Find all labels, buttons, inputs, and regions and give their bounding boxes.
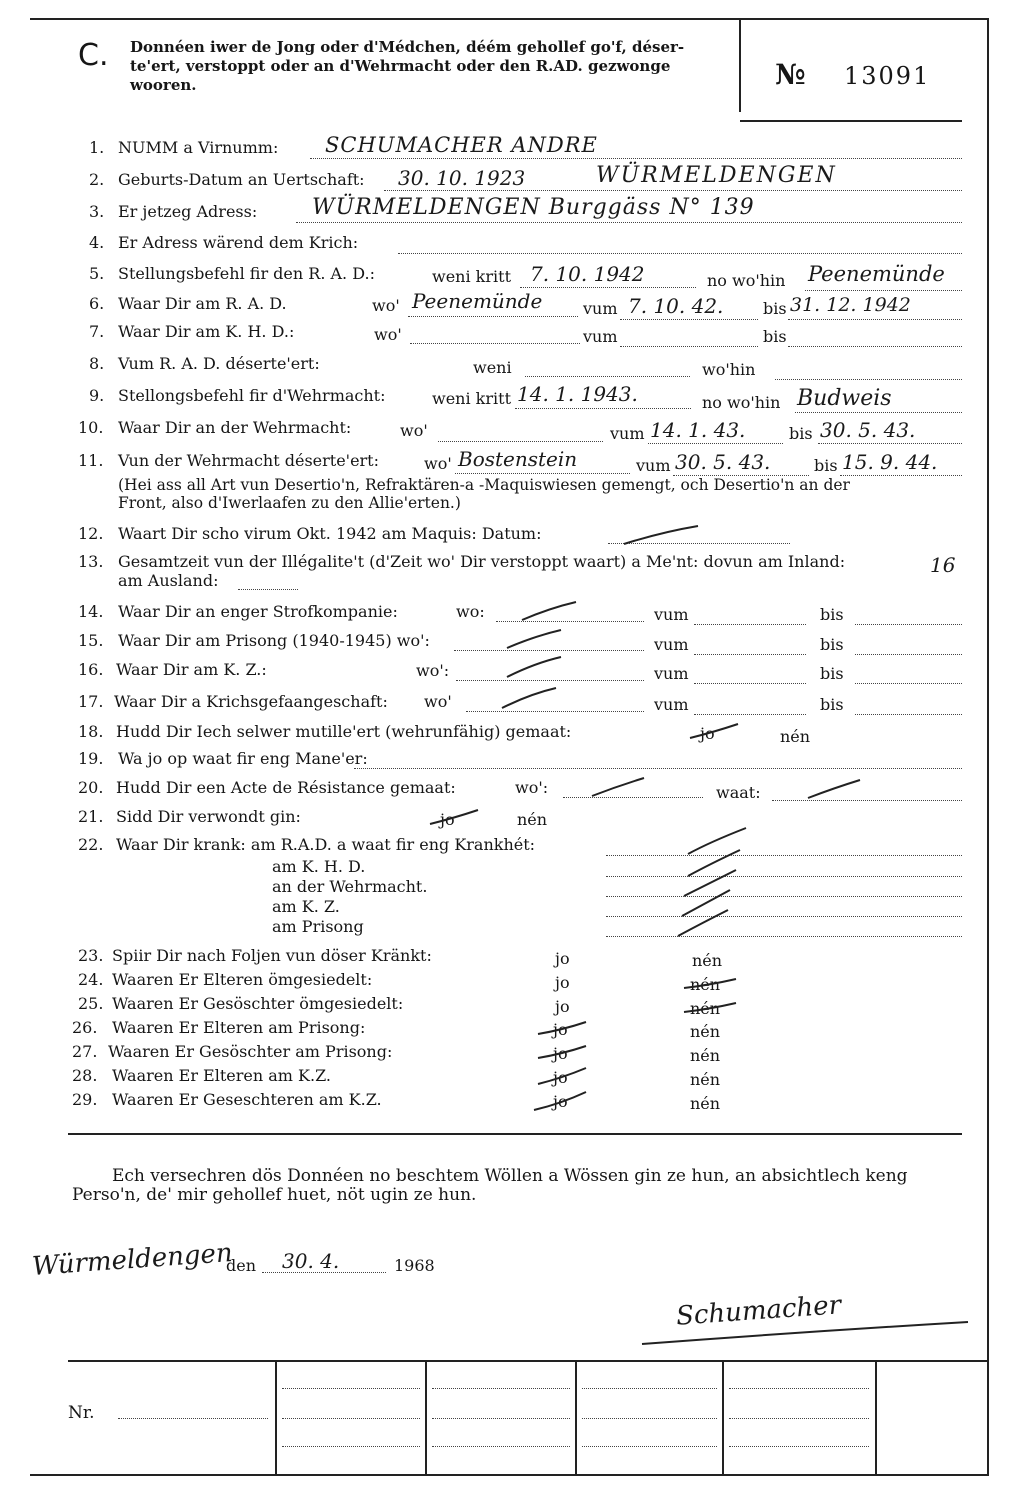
- footer-cell-2c: [432, 1446, 570, 1447]
- row13-inland-value: 16: [930, 553, 956, 577]
- row25-nen-strike: [682, 999, 738, 1015]
- footer-col-5: [875, 1360, 877, 1474]
- row14-wo: wo:: [456, 602, 485, 621]
- row14-bis: bis: [820, 605, 844, 624]
- signature-underline: [640, 1318, 970, 1348]
- row10-to-dots: [818, 443, 962, 444]
- row13-label: Gesamtzeit vun der Illégalite't (d'Zeit wo' Dir verstoppt waart) a Me'nt: dovun am Inland:: [118, 552, 846, 571]
- row11-place-dots: [455, 473, 630, 474]
- row2-date: 30. 10. 1923: [398, 166, 526, 190]
- row15-to-dots: [855, 654, 962, 655]
- row8-wohin-dots: [775, 379, 962, 380]
- declaration-separator: [68, 1133, 962, 1135]
- header-divider: [739, 20, 741, 112]
- row7-to-dots: [788, 346, 962, 347]
- row10-vum: vum: [610, 424, 645, 443]
- row11-note-line1: (Hei ass all Art vun Desertio'n, Refraktären-a -Maquiswiesen gemengt, och Desertio'n an der: [118, 476, 850, 494]
- row2-label: Geburts-Datum an Uertschaft:: [118, 170, 365, 189]
- row15-vum: vum: [654, 635, 689, 654]
- row22-sub1: am K. H. D.: [272, 857, 366, 876]
- footer-col-1: [275, 1360, 277, 1474]
- row17-strike-mark: [500, 686, 560, 712]
- row21-jo-strike: [428, 808, 480, 828]
- row20-waat-dots: [772, 800, 962, 801]
- signature-year: 1968: [394, 1256, 435, 1275]
- row26-label: Waaren Er Elteren am Prisong:: [112, 1018, 366, 1037]
- row17-from-dots: [694, 714, 806, 715]
- row8-weni-dots: [525, 376, 690, 377]
- row21-label: Sidd Dir verwondt gin:: [116, 807, 301, 826]
- row18-nen: nén: [780, 727, 811, 746]
- row5-date: 7. 10. 1942: [530, 262, 645, 286]
- row14-vum: vum: [654, 605, 689, 624]
- row20-waat: waat:: [716, 783, 761, 802]
- row9-label: Stellongsbefehl fir d'Wehrmacht:: [118, 386, 386, 405]
- row7-place-dots: [410, 343, 580, 344]
- row10-from: 14. 1. 43.: [650, 418, 746, 442]
- signature-date: 30. 4.: [282, 1249, 340, 1273]
- row9-weni: weni kritt: [432, 389, 511, 408]
- row5-label: Stellungsbefehl fir den R. A. D.:: [118, 264, 375, 283]
- row27-nen: nén: [690, 1046, 721, 1065]
- row28-num: 28.: [72, 1066, 98, 1085]
- row18-label: Hudd Dir Iech selwer mutille'ert (wehrunfähig) gemaat:: [116, 722, 572, 741]
- row7-wo: wo': [374, 325, 402, 344]
- row19-num: 19.: [78, 749, 104, 768]
- row1-dots: [310, 158, 962, 159]
- row22-dots-5: [606, 936, 962, 937]
- row23-label: Spiir Dir nach Foljen vun döser Kränkt:: [112, 946, 432, 965]
- footer-top-rule: [68, 1360, 988, 1362]
- row29-label: Waaren Er Geseschteren am K.Z.: [112, 1090, 382, 1109]
- row16-wo: wo':: [416, 661, 450, 680]
- row25-num: 25.: [78, 994, 104, 1013]
- footer-cell-3b: [582, 1418, 717, 1419]
- row24-nen-strike: [682, 975, 738, 991]
- row11-num: 11.: [78, 451, 104, 470]
- row23-nen: nén: [692, 951, 723, 970]
- row20-num: 20.: [78, 778, 104, 797]
- footer-col-4: [722, 1360, 724, 1474]
- row5-place: Peenemünde: [808, 262, 945, 286]
- row2-place: WÜRMELDENGEN: [596, 163, 837, 188]
- row29-jo: jo: [553, 1092, 568, 1111]
- row22-sub4: am Prisong: [272, 917, 364, 936]
- row5-wohin: no wo'hin: [707, 271, 786, 290]
- row18-num: 18.: [78, 722, 104, 741]
- form-number: 13091: [844, 62, 931, 90]
- row16-label: Waar Dir am K. Z.:: [116, 660, 267, 679]
- footer-nr-label: Nr.: [68, 1403, 95, 1423]
- row11-bis: bis: [814, 456, 838, 475]
- row11-note-line2: Front, also d'Iwerlaafen zu den Allie'erten.): [118, 494, 461, 512]
- row6-place: Peenemünde: [412, 289, 543, 313]
- row10-from-dots: [648, 443, 783, 444]
- row22-sub2: an der Wehrmacht.: [272, 877, 428, 896]
- frame-top: [30, 18, 988, 20]
- row7-bis: bis: [763, 327, 787, 346]
- row9-date: 14. 1. 1943.: [517, 382, 638, 406]
- signature-place: Würmeldengen: [31, 1238, 234, 1282]
- row25-label: Waaren Er Gesöschter ömgesiedelt:: [112, 994, 404, 1013]
- row11-vum: vum: [636, 456, 671, 475]
- header-title-line2: te'ert, verstoppt oder an d'Wehrmacht oder den R.AD. gezwonge: [130, 57, 671, 75]
- declaration-line2: Perso'n, de' mir gehollef huet, nöt ugin ze hun.: [72, 1185, 477, 1205]
- row15-num: 15.: [78, 631, 104, 650]
- row17-wo: wo': [424, 692, 452, 711]
- row5-place-dots: [805, 290, 962, 291]
- header-title-line3: wooren.: [130, 76, 197, 94]
- row24-num: 24.: [78, 970, 104, 989]
- row22-dots-4: [606, 916, 962, 917]
- row29-jo-strike: [532, 1088, 588, 1114]
- row13-ausland-dots: [238, 589, 298, 590]
- row25-jo: jo: [555, 997, 570, 1016]
- row23-jo: jo: [555, 949, 570, 968]
- footer-cell-3a: [582, 1388, 717, 1389]
- footer-nr-dots: [118, 1418, 268, 1419]
- frame-right: [987, 18, 989, 1476]
- footer-cell-4b: [729, 1418, 869, 1419]
- row28-label: Waaren Er Elteren am K.Z.: [112, 1066, 332, 1085]
- row1-num: 1.: [89, 138, 105, 157]
- row22-strike-marks: [670, 826, 750, 938]
- row26-num: 26.: [72, 1018, 98, 1037]
- row14-to-dots: [855, 624, 962, 625]
- row16-from-dots: [694, 683, 806, 684]
- row8-weni: weni: [473, 358, 512, 377]
- row6-bis: bis: [763, 299, 787, 318]
- row7-from-dots: [620, 346, 758, 347]
- row6-label: Waar Dir am R. A. D.: [118, 294, 287, 313]
- row28-jo: jo: [553, 1068, 568, 1087]
- row19-dots: [354, 768, 962, 769]
- footer-cell-2a: [432, 1388, 570, 1389]
- row4-label: Er Adress wärend dem Krich:: [118, 233, 359, 252]
- row6-place-dots: [408, 316, 578, 317]
- row24-label: Waaren Er Elteren ömgesiedelt:: [112, 970, 373, 989]
- row10-place-dots: [438, 441, 603, 442]
- row15-label: Waar Dir am Prisong (1940-1945) wo':: [118, 631, 430, 650]
- row27-jo-strike: [536, 1042, 588, 1062]
- row22-sub3: am K. Z.: [272, 897, 340, 916]
- row24-jo: jo: [555, 973, 570, 992]
- footer-cell-1c: [282, 1446, 420, 1447]
- row24-nen: nén: [690, 975, 721, 994]
- row14-from-dots: [694, 624, 806, 625]
- row11-from: 30. 5. 43.: [675, 450, 771, 474]
- row7-num: 7.: [89, 322, 105, 341]
- row12-num: 12.: [78, 524, 104, 543]
- row8-num: 8.: [89, 354, 105, 373]
- row6-wo: wo': [372, 296, 400, 315]
- row20-wo: wo':: [515, 778, 549, 797]
- row13-num: 13.: [78, 552, 104, 571]
- row19-label: Wa jo op waat fir eng Mane'er:: [118, 749, 368, 768]
- row11-to-dots: [840, 475, 962, 476]
- row22-label: Waar Dir krank: am R.A.D. a waat fir eng Krankhét:: [116, 835, 536, 854]
- row5-weni: weni kritt: [432, 267, 511, 286]
- row23-num: 23.: [78, 946, 104, 965]
- row4-num: 4.: [89, 233, 105, 252]
- row26-jo-strike: [536, 1018, 588, 1038]
- row22-dots-1: [606, 855, 962, 856]
- row6-from: 7. 10. 42.: [628, 294, 724, 318]
- row3-num: 3.: [89, 202, 105, 221]
- row28-nen: nén: [690, 1070, 721, 1089]
- header-rule: [740, 120, 962, 122]
- row6-to: 31. 12. 1942: [790, 294, 911, 316]
- row15-strike-mark: [505, 628, 565, 652]
- row6-vum: vum: [583, 299, 618, 318]
- row29-nen: nén: [690, 1094, 721, 1113]
- row16-strike-mark: [505, 655, 565, 681]
- row15-bis: bis: [820, 635, 844, 654]
- row27-num: 27.: [72, 1042, 98, 1061]
- footer-col-3: [575, 1360, 577, 1474]
- row20-strike-mark-1: [590, 776, 646, 798]
- row11-wo: wo': [424, 454, 452, 473]
- header-title-line1: Donnéen iwer de Jong oder d'Médchen, déém gehollef go'f, déser-: [130, 38, 685, 56]
- row5-date-dots: [520, 287, 696, 288]
- row26-nen: nén: [690, 1022, 721, 1041]
- row9-date-dots: [515, 408, 691, 409]
- row10-bis: bis: [789, 424, 813, 443]
- row12-strike-mark: [622, 524, 702, 548]
- row27-label: Waaren Er Gesöschter am Prisong:: [108, 1042, 393, 1061]
- row7-vum: vum: [583, 327, 618, 346]
- row4-dots: [398, 253, 962, 254]
- row20-strike-mark-2: [806, 778, 862, 800]
- row7-label: Waar Dir am K. H. D.:: [118, 322, 295, 341]
- row11-place: Bostenstein: [458, 447, 578, 471]
- row6-from-dots: [620, 319, 758, 320]
- row12-label: Waart Dir scho virum Okt. 1942 am Maquis: Datum:: [118, 524, 542, 543]
- row17-to-dots: [855, 714, 962, 715]
- row9-place: Budweis: [797, 386, 892, 411]
- row16-num: 16.: [78, 660, 104, 679]
- declaration-line1: Ech versechren dös Donnéen no beschtem Wöllen a Wössen gin ze hun, an absichtlech keng: [112, 1166, 908, 1186]
- footer-cell-2b: [432, 1418, 570, 1419]
- signature-den: den: [226, 1256, 257, 1275]
- row22-dots-2: [606, 876, 962, 877]
- row20-label: Hudd Dir een Acte de Résistance gemaat:: [116, 778, 456, 797]
- row29-num: 29.: [72, 1090, 98, 1109]
- row1-value: SCHUMACHER ANDRE: [325, 133, 598, 157]
- number-symbol: №: [775, 58, 806, 91]
- footer-col-2: [425, 1360, 427, 1474]
- row21-jo: jo: [440, 810, 455, 829]
- footer-cell-4a: [729, 1388, 869, 1389]
- row9-place-dots: [795, 412, 962, 413]
- row16-bis: bis: [820, 664, 844, 683]
- row22-dots-3: [606, 896, 962, 897]
- signature: Schumacher: [675, 1290, 842, 1332]
- row14-num: 14.: [78, 602, 104, 621]
- row8-wohin: wo'hin: [702, 360, 756, 379]
- row13-line2: am Ausland:: [118, 571, 219, 590]
- row5-num: 5.: [89, 264, 105, 283]
- row2-dots: [384, 190, 962, 191]
- row16-to-dots: [855, 683, 962, 684]
- footer-cell-4c: [729, 1446, 869, 1447]
- row3-label: Er jetzeg Adress:: [118, 202, 258, 221]
- row26-jo: jo: [553, 1020, 568, 1039]
- row11-label: Vun der Wehrmacht déserte'ert:: [118, 451, 379, 470]
- row22-num: 22.: [78, 835, 104, 854]
- row17-vum: vum: [654, 695, 689, 714]
- row3-value: WÜRMELDENGEN Burggäss N° 139: [312, 195, 755, 220]
- row15-from-dots: [694, 654, 806, 655]
- row3-dots: [296, 222, 962, 223]
- row10-to: 30. 5. 43.: [820, 418, 916, 442]
- row17-num: 17.: [78, 692, 104, 711]
- row17-label: Waar Dir a Krichsgefaangeschaft:: [114, 692, 388, 711]
- row21-nen: nén: [517, 810, 548, 829]
- row2-num: 2.: [89, 170, 105, 189]
- row27-jo: jo: [553, 1044, 568, 1063]
- row17-bis: bis: [820, 695, 844, 714]
- row8-label: Vum R. A. D. déserte'ert:: [118, 354, 320, 373]
- footer-cell-3c: [582, 1446, 717, 1447]
- row9-num: 9.: [89, 386, 105, 405]
- row25-nen: nén: [690, 999, 721, 1018]
- row6-to-dots: [788, 319, 962, 320]
- row18-jo-strike: [688, 722, 740, 742]
- row18-jo: jo: [700, 724, 715, 743]
- row1-label: NUMM a Virnumm:: [118, 138, 279, 157]
- row16-vum: vum: [654, 664, 689, 683]
- row28-jo-strike: [536, 1064, 588, 1088]
- row10-wo: wo': [400, 421, 428, 440]
- row14-strike-mark: [520, 600, 580, 624]
- row14-label: Waar Dir an enger Strofkompanie:: [118, 602, 398, 621]
- row10-num: 10.: [78, 418, 104, 437]
- footer-cell-1a: [282, 1388, 420, 1389]
- row9-wohin: no wo'hin: [702, 393, 781, 412]
- section-letter: C.: [78, 38, 109, 73]
- row21-num: 21.: [78, 807, 104, 826]
- row6-num: 6.: [89, 294, 105, 313]
- frame-bottom: [30, 1474, 988, 1476]
- footer-cell-1b: [282, 1418, 420, 1419]
- row10-label: Waar Dir an der Wehrmacht:: [118, 418, 352, 437]
- row11-to: 15. 9. 44.: [842, 450, 938, 474]
